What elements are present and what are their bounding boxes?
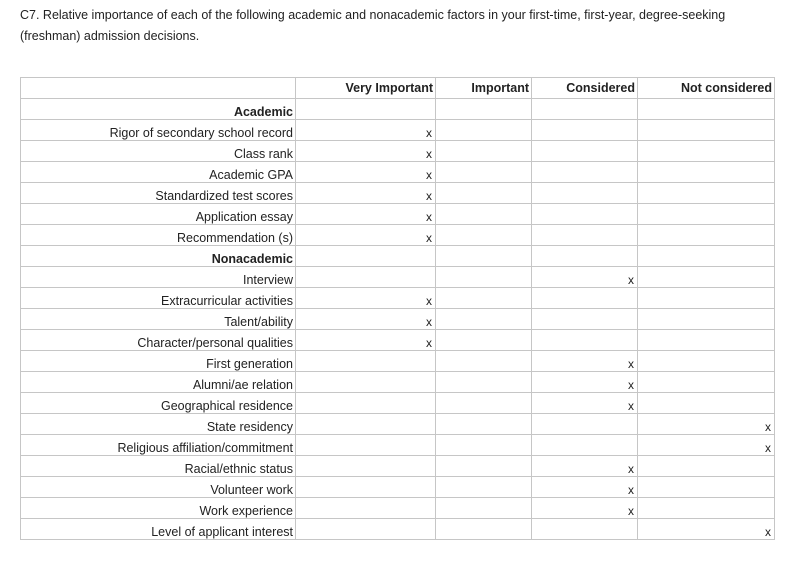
considered-cell <box>532 99 638 120</box>
table-row <box>21 267 775 288</box>
header-row <box>21 78 775 99</box>
considered-cell: x <box>532 267 638 288</box>
considered-cell <box>532 288 638 309</box>
factor-label: Volunteer work <box>21 477 296 498</box>
table-row <box>21 393 775 414</box>
not-considered-cell <box>638 456 775 477</box>
not-considered-cell: x <box>638 519 775 540</box>
important-cell <box>436 99 532 120</box>
header-important: Important <box>436 78 532 99</box>
considered-cell <box>532 183 638 204</box>
important-cell <box>436 204 532 225</box>
considered-cell <box>532 435 638 456</box>
important-cell <box>436 120 532 141</box>
considered-cell <box>532 414 638 435</box>
factor-label: Extracurricular activities <box>21 288 296 309</box>
very-important-cell: x <box>296 204 436 225</box>
important-cell <box>436 225 532 246</box>
table-row <box>21 204 775 225</box>
table-row <box>21 351 775 372</box>
very-important-cell <box>296 519 436 540</box>
not-considered-cell <box>638 372 775 393</box>
section-label: Academic <box>21 99 296 120</box>
table-row <box>21 162 775 183</box>
important-cell <box>436 183 532 204</box>
important-cell <box>436 309 532 330</box>
table-row <box>21 414 775 435</box>
considered-cell <box>532 141 638 162</box>
factor-label: Religious affiliation/commitment <box>21 435 296 456</box>
important-cell <box>436 498 532 519</box>
considered-cell: x <box>532 456 638 477</box>
factor-label: Rigor of secondary school record <box>21 120 296 141</box>
admission-factors-table <box>20 77 775 540</box>
factor-label: First generation <box>21 351 296 372</box>
considered-cell <box>532 330 638 351</box>
table-body <box>21 99 775 540</box>
factor-label: Level of applicant interest <box>21 519 296 540</box>
considered-cell: x <box>532 477 638 498</box>
factor-label: Talent/ability <box>21 309 296 330</box>
table-row <box>21 435 775 456</box>
important-cell <box>436 519 532 540</box>
factor-label: Character/personal qualities <box>21 330 296 351</box>
important-cell <box>436 435 532 456</box>
important-cell <box>436 267 532 288</box>
very-important-cell: x <box>296 225 436 246</box>
section-row <box>21 246 775 267</box>
header-factor <box>21 78 296 99</box>
very-important-cell: x <box>296 120 436 141</box>
not-considered-cell <box>638 120 775 141</box>
very-important-cell <box>296 267 436 288</box>
header-considered: Considered <box>532 78 638 99</box>
very-important-cell <box>296 498 436 519</box>
not-considered-cell <box>638 141 775 162</box>
very-important-cell <box>296 456 436 477</box>
important-cell <box>436 288 532 309</box>
not-considered-cell <box>638 183 775 204</box>
very-important-cell: x <box>296 330 436 351</box>
not-considered-cell <box>638 351 775 372</box>
important-cell <box>436 246 532 267</box>
very-important-cell <box>296 393 436 414</box>
not-considered-cell <box>638 288 775 309</box>
not-considered-cell <box>638 330 775 351</box>
not-considered-cell <box>638 204 775 225</box>
considered-cell <box>532 120 638 141</box>
table-row <box>21 225 775 246</box>
very-important-cell <box>296 435 436 456</box>
very-important-cell: x <box>296 162 436 183</box>
important-cell <box>436 477 532 498</box>
table-row <box>21 120 775 141</box>
very-important-cell <box>296 99 436 120</box>
not-considered-cell <box>638 99 775 120</box>
factor-label: State residency <box>21 414 296 435</box>
important-cell <box>436 351 532 372</box>
not-considered-cell: x <box>638 414 775 435</box>
factor-label: Recommendation (s) <box>21 225 296 246</box>
table-row <box>21 519 775 540</box>
important-cell <box>436 372 532 393</box>
not-considered-cell <box>638 225 775 246</box>
important-cell <box>436 141 532 162</box>
considered-cell <box>532 246 638 267</box>
very-important-cell: x <box>296 183 436 204</box>
table-row <box>21 288 775 309</box>
table-row <box>21 456 775 477</box>
very-important-cell: x <box>296 141 436 162</box>
not-considered-cell <box>638 393 775 414</box>
table-row <box>21 141 775 162</box>
factor-label: Application essay <box>21 204 296 225</box>
question-text: C7. Relative importance of each of the following academic and nonacademic factors in your first-time, first-year, degree-seeking (freshman) admission decisions. <box>20 8 726 43</box>
not-considered-cell <box>638 267 775 288</box>
very-important-cell <box>296 246 436 267</box>
factor-label: Class rank <box>21 141 296 162</box>
very-important-cell <box>296 414 436 435</box>
table-row <box>21 330 775 351</box>
not-considered-cell: x <box>638 435 775 456</box>
important-cell <box>436 162 532 183</box>
important-cell <box>436 330 532 351</box>
factor-label: Racial/ethnic status <box>21 456 296 477</box>
considered-cell <box>532 204 638 225</box>
considered-cell: x <box>532 498 638 519</box>
table-row <box>21 498 775 519</box>
factor-label: Alumni/ae relation <box>21 372 296 393</box>
not-considered-cell <box>638 477 775 498</box>
table-row <box>21 183 775 204</box>
section-row <box>21 99 775 120</box>
very-important-cell <box>296 477 436 498</box>
section-label: Nonacademic <box>21 246 296 267</box>
factor-label: Academic GPA <box>21 162 296 183</box>
considered-cell <box>532 225 638 246</box>
considered-cell: x <box>532 351 638 372</box>
considered-cell <box>532 519 638 540</box>
not-considered-cell <box>638 246 775 267</box>
table-row <box>21 477 775 498</box>
not-considered-cell <box>638 162 775 183</box>
factor-label: Interview <box>21 267 296 288</box>
factor-label: Standardized test scores <box>21 183 296 204</box>
not-considered-cell <box>638 498 775 519</box>
not-considered-cell <box>638 309 775 330</box>
header-not-considered: Not considered <box>638 78 775 99</box>
considered-cell: x <box>532 372 638 393</box>
factor-label: Geographical residence <box>21 393 296 414</box>
considered-cell: x <box>532 393 638 414</box>
very-important-cell <box>296 351 436 372</box>
factor-label: Work experience <box>21 498 296 519</box>
important-cell <box>436 456 532 477</box>
considered-cell <box>532 162 638 183</box>
header-very-important: Very Important <box>296 78 436 99</box>
important-cell <box>436 414 532 435</box>
table-row <box>21 309 775 330</box>
very-important-cell: x <box>296 288 436 309</box>
very-important-cell: x <box>296 309 436 330</box>
very-important-cell <box>296 372 436 393</box>
important-cell <box>436 393 532 414</box>
considered-cell <box>532 309 638 330</box>
table-row <box>21 372 775 393</box>
